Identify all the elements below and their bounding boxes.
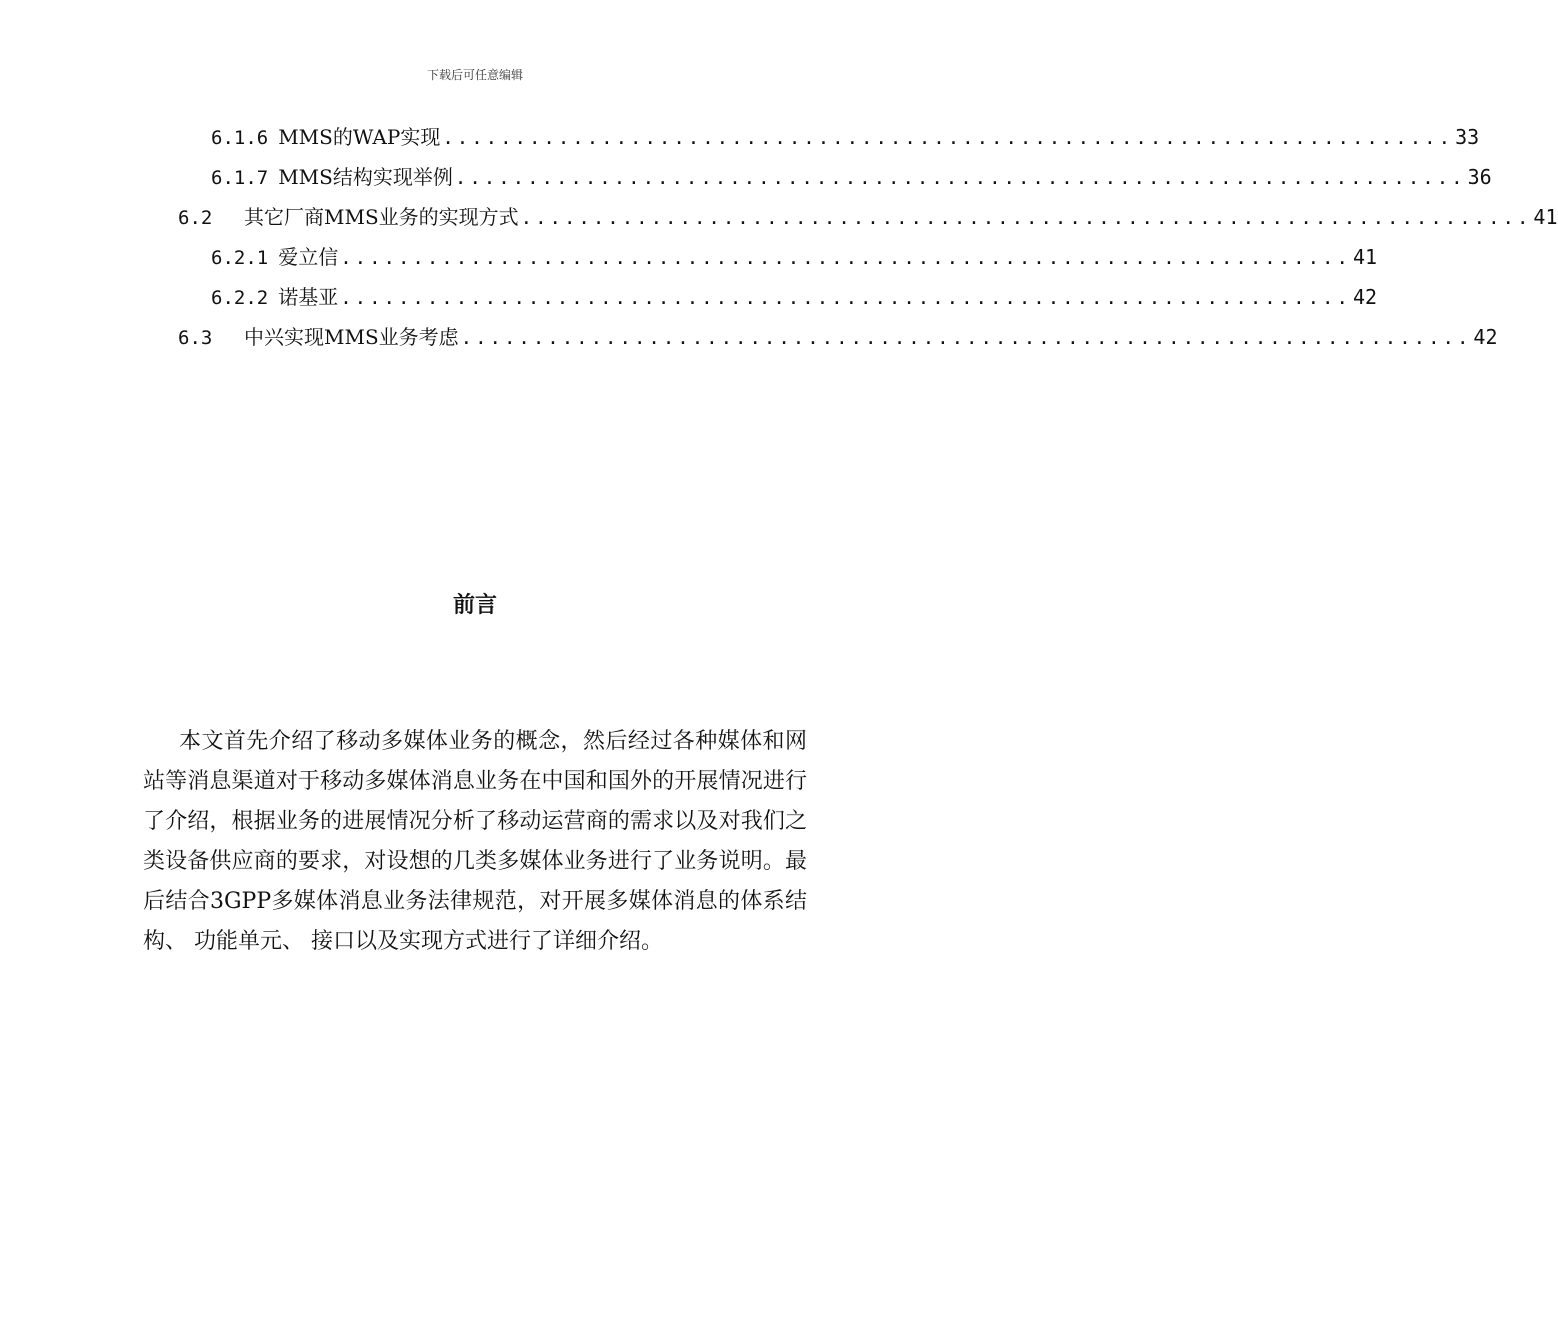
toc-entry-title: MMS结构实现举例 bbox=[278, 165, 453, 189]
toc-entry-title: 中兴实现MMS业务考虑 bbox=[244, 325, 459, 349]
toc-entry[interactable] bbox=[211, 281, 1378, 315]
toc-entry[interactable] bbox=[211, 241, 1378, 275]
page-header-note: 下载后可任意编辑 bbox=[426, 68, 523, 82]
toc-entry[interactable] bbox=[178, 201, 1558, 235]
toc-entry-number: 6.1.6 bbox=[211, 127, 269, 149]
toc-leader-dots: ...................................................................... bbox=[340, 287, 1351, 309]
toc-entry[interactable] bbox=[211, 161, 1492, 195]
toc-entry-number: 6.2.2 bbox=[211, 287, 269, 309]
toc-entry-page: 33 bbox=[1455, 125, 1480, 149]
toc-entry-page: 36 bbox=[1467, 165, 1492, 189]
toc-entry-page: 41 bbox=[1352, 245, 1378, 269]
toc-entry-title: 诺基亚 bbox=[278, 285, 339, 309]
toc-entry-title: 其它厂商MMS业务的实现方式 bbox=[244, 205, 519, 229]
toc-entry[interactable] bbox=[178, 321, 1498, 355]
toc-entry-page: 42 bbox=[1473, 325, 1498, 349]
section-heading: 前言 bbox=[452, 592, 497, 618]
toc-entry-title: 爱立信 bbox=[278, 245, 339, 269]
toc-entry-number: 6.2.1 bbox=[211, 247, 269, 269]
toc-entry-page: 42 bbox=[1352, 285, 1378, 309]
preface-paragraph: 本文首先介绍了移动多媒体业务的概念，然后经过各种媒体和网站等消息渠道对于移动多媒体消息业务在中国和国外的开展情况进行了介绍，根据业务的进展情况分析了移动运营商的需求以及对我们之类设备供应商的要求，对设想的几类多媒体业务进行了业务说明。最后结合3GPP多媒体消息业务法律规范，对开展多媒体消息的体系结构、 功能单元、 接口以及实现方式进行了详细介绍。 bbox=[143, 729, 807, 954]
toc-entry-number: 6.3 bbox=[178, 327, 213, 349]
toc-entry-number: 6.2 bbox=[178, 207, 213, 229]
toc-leader-dots: ...................................................................... bbox=[520, 207, 1532, 229]
toc-leader-dots: ...................................................................... bbox=[454, 167, 1466, 189]
toc-leader-dots: ...................................................................... bbox=[442, 127, 1454, 149]
toc-entry[interactable] bbox=[211, 121, 1480, 155]
toc-leader-dots: ...................................................................... bbox=[460, 327, 1472, 349]
toc-entry-title: MMS的WAP实现 bbox=[278, 125, 441, 149]
toc-entry-page: 41 bbox=[1533, 205, 1558, 229]
toc-entry-number: 6.1.7 bbox=[211, 167, 269, 189]
toc-leader-dots: ...................................................................... bbox=[340, 247, 1351, 269]
